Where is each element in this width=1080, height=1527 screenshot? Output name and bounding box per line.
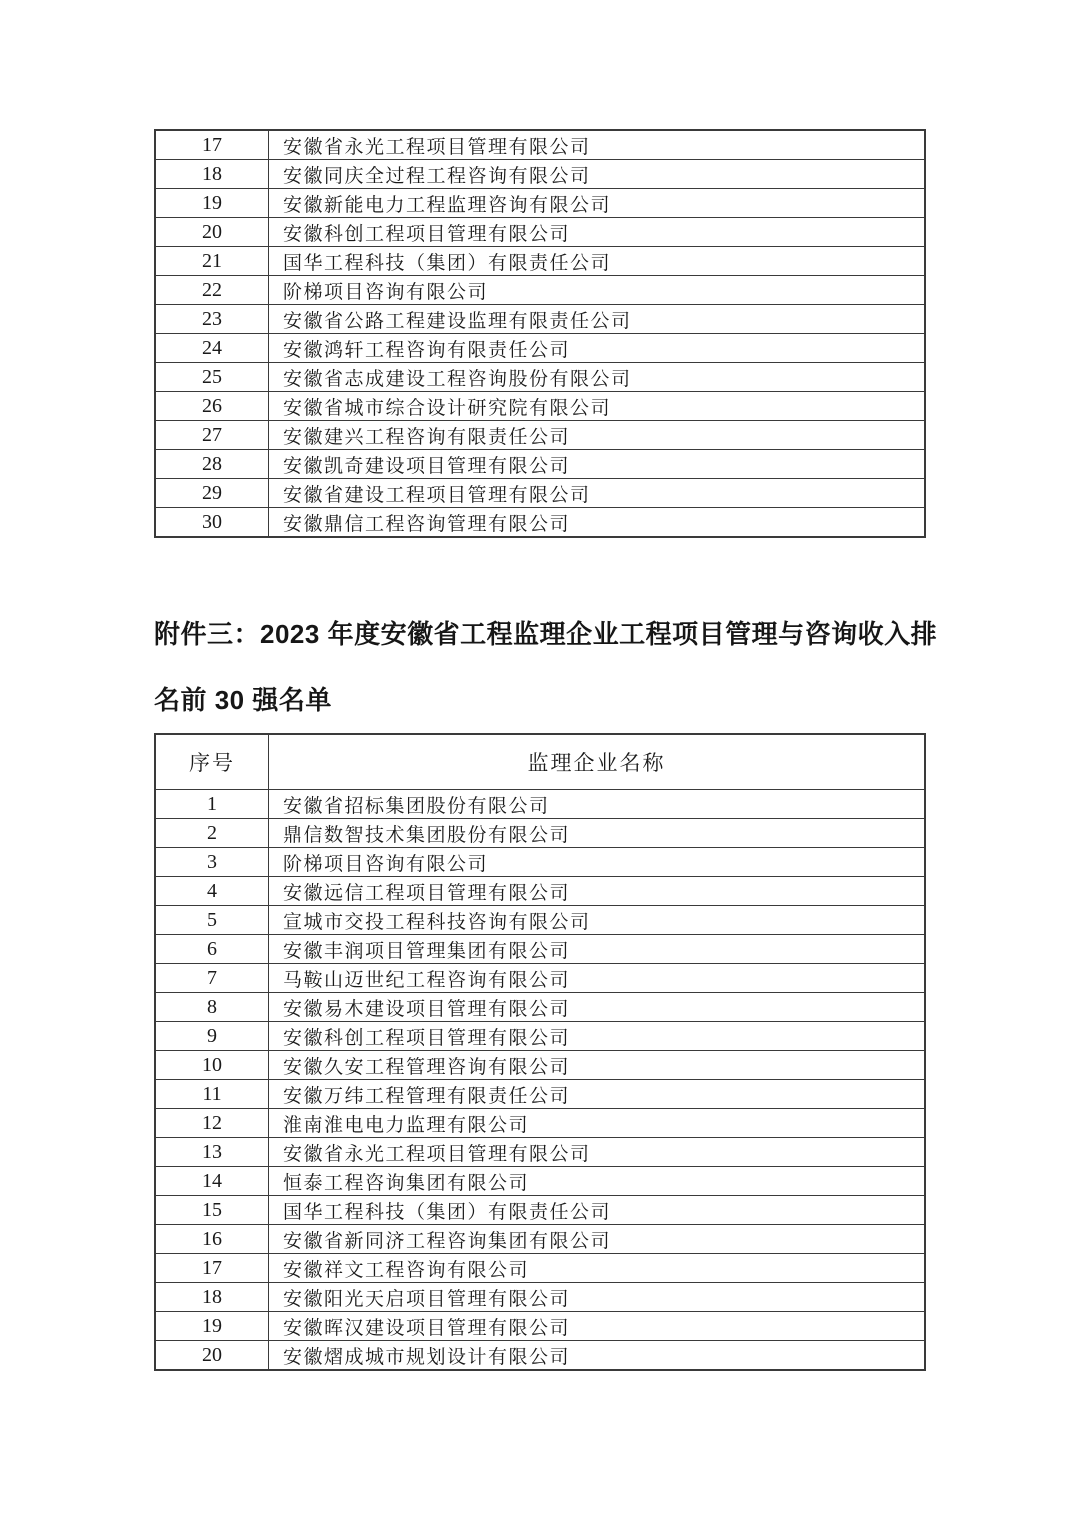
company-name-cell: 安徽省公路工程建设监理有限责任公司 [269, 305, 926, 334]
company-name-cell: 阶梯项目咨询有限公司 [269, 276, 926, 305]
table-row [155, 848, 925, 877]
rank-cell: 4 [155, 877, 269, 906]
company-name-cell: 鼎信数智技术集团股份有限公司 [269, 819, 926, 848]
table-row [155, 218, 925, 247]
company-name-cell: 国华工程科技（集团）有限责任公司 [269, 247, 926, 276]
table-row [155, 1051, 925, 1080]
attachment-heading-line1: 附件三：2023 年度安徽省工程监理企业工程项目管理与咨询收入排 [154, 619, 938, 649]
table-row [155, 160, 925, 189]
company-name-cell: 安徽省招标集团股份有限公司 [269, 790, 926, 819]
rank-cell: 24 [155, 334, 269, 363]
supervision-enterprise-top30-table [154, 733, 926, 1371]
rank-cell: 27 [155, 421, 269, 450]
rank-cell: 20 [155, 218, 269, 247]
table-row [155, 363, 925, 392]
company-name-cell: 安徽省永光工程项目管理有限公司 [269, 1138, 926, 1167]
table-row [155, 790, 925, 819]
table-row [155, 508, 925, 538]
rank-cell: 25 [155, 363, 269, 392]
rank-cell: 9 [155, 1022, 269, 1051]
rank-cell: 17 [155, 1254, 269, 1283]
rank-cell: 23 [155, 305, 269, 334]
table-row [155, 906, 925, 935]
company-name-cell: 安徽鸿轩工程咨询有限责任公司 [269, 334, 926, 363]
rank-cell: 2 [155, 819, 269, 848]
rank-cell: 16 [155, 1225, 269, 1254]
table-row [155, 993, 925, 1022]
header-company-name: 监理企业名称 [269, 734, 926, 790]
company-name-cell: 安徽省志成建设工程咨询股份有限公司 [269, 363, 926, 392]
company-name-cell: 安徽建兴工程咨询有限责任公司 [269, 421, 926, 450]
attachment-heading-line2: 名前 30 强名单 [154, 685, 332, 715]
table-row [155, 1196, 925, 1225]
company-name-cell: 宣城市交投工程科技咨询有限公司 [269, 906, 926, 935]
company-name-cell: 安徽省城市综合设计研究院有限公司 [269, 392, 926, 421]
table-row [155, 392, 925, 421]
consulting-income-top30-table-continued [154, 129, 926, 538]
table2-head [155, 734, 925, 790]
company-name-cell: 安徽祥文工程咨询有限公司 [269, 1254, 926, 1283]
rank-cell: 19 [155, 1312, 269, 1341]
table-row [155, 189, 925, 218]
rank-cell: 11 [155, 1080, 269, 1109]
rank-cell: 19 [155, 189, 269, 218]
table-row [155, 819, 925, 848]
rank-cell: 22 [155, 276, 269, 305]
rank-cell: 21 [155, 247, 269, 276]
table-row [155, 935, 925, 964]
company-name-cell: 安徽晖汉建设项目管理有限公司 [269, 1312, 926, 1341]
company-name-cell: 安徽熠成城市规划设计有限公司 [269, 1341, 926, 1371]
company-name-cell: 安徽新能电力工程监理咨询有限公司 [269, 189, 926, 218]
company-name-cell: 安徽丰润项目管理集团有限公司 [269, 935, 926, 964]
table-row [155, 276, 925, 305]
rank-cell: 5 [155, 906, 269, 935]
attachment-heading [154, 601, 954, 733]
rank-cell: 3 [155, 848, 269, 877]
company-name-cell: 安徽科创工程项目管理有限公司 [269, 1022, 926, 1051]
table-row [155, 1283, 925, 1312]
table-row [155, 334, 925, 363]
table2-body [155, 790, 925, 1371]
rank-cell: 15 [155, 1196, 269, 1225]
rank-cell: 26 [155, 392, 269, 421]
company-name-cell: 淮南淮电电力监理有限公司 [269, 1109, 926, 1138]
table-row [155, 1138, 925, 1167]
rank-cell: 7 [155, 964, 269, 993]
company-name-cell: 安徽万纬工程管理有限责任公司 [269, 1080, 926, 1109]
rank-cell: 18 [155, 1283, 269, 1312]
company-name-cell: 安徽省新同济工程咨询集团有限公司 [269, 1225, 926, 1254]
company-name-cell: 安徽凯奇建设项目管理有限公司 [269, 450, 926, 479]
table-row [155, 1109, 925, 1138]
rank-cell: 1 [155, 790, 269, 819]
table-row [155, 1080, 925, 1109]
company-name-cell: 安徽远信工程项目管理有限公司 [269, 877, 926, 906]
rank-cell: 14 [155, 1167, 269, 1196]
table-row [155, 877, 925, 906]
table-row [155, 305, 925, 334]
company-name-cell: 安徽省永光工程项目管理有限公司 [269, 130, 926, 160]
rank-cell: 18 [155, 160, 269, 189]
company-name-cell: 安徽阳光天启项目管理有限公司 [269, 1283, 926, 1312]
rank-cell: 8 [155, 993, 269, 1022]
table-row [155, 1022, 925, 1051]
table-row [155, 130, 925, 160]
header-rank: 序号 [155, 734, 269, 790]
table-row [155, 450, 925, 479]
table-header-row [155, 734, 925, 790]
company-name-cell: 安徽久安工程管理咨询有限公司 [269, 1051, 926, 1080]
table-row [155, 1225, 925, 1254]
table-row [155, 247, 925, 276]
table-row [155, 1341, 925, 1371]
rank-cell: 6 [155, 935, 269, 964]
table1-body [155, 130, 925, 537]
company-name-cell: 马鞍山迈世纪工程咨询有限公司 [269, 964, 926, 993]
rank-cell: 13 [155, 1138, 269, 1167]
rank-cell: 20 [155, 1341, 269, 1371]
table-row [155, 479, 925, 508]
company-name-cell: 安徽易木建设项目管理有限公司 [269, 993, 926, 1022]
company-name-cell: 安徽鼎信工程咨询管理有限公司 [269, 508, 926, 538]
table-row [155, 1254, 925, 1283]
table-row [155, 1167, 925, 1196]
table-row [155, 421, 925, 450]
company-name-cell: 国华工程科技（集团）有限责任公司 [269, 1196, 926, 1225]
rank-cell: 12 [155, 1109, 269, 1138]
table-row [155, 1312, 925, 1341]
rank-cell: 10 [155, 1051, 269, 1080]
company-name-cell: 安徽省建设工程项目管理有限公司 [269, 479, 926, 508]
rank-cell: 28 [155, 450, 269, 479]
company-name-cell: 安徽科创工程项目管理有限公司 [269, 218, 926, 247]
company-name-cell: 安徽同庆全过程工程咨询有限公司 [269, 160, 926, 189]
rank-cell: 29 [155, 479, 269, 508]
company-name-cell: 阶梯项目咨询有限公司 [269, 848, 926, 877]
rank-cell: 17 [155, 130, 269, 160]
table-row [155, 964, 925, 993]
company-name-cell: 恒泰工程咨询集团有限公司 [269, 1167, 926, 1196]
rank-cell: 30 [155, 508, 269, 538]
